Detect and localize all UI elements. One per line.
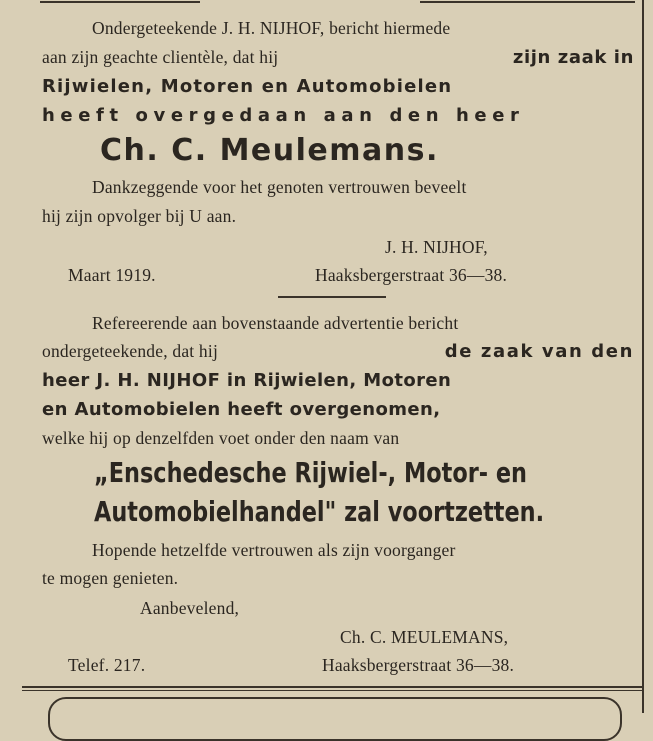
address: Haaksbergerstraat 36—38. <box>322 655 515 675</box>
closing: Aanbevelend, <box>140 598 240 618</box>
text-line: te mogen genieten. <box>42 568 179 588</box>
text-line <box>42 341 634 362</box>
column-border <box>642 0 644 713</box>
signature: J. H. NIJHOF, <box>385 237 488 257</box>
text-line <box>42 47 634 68</box>
bold-text: zijn zaak in <box>512 47 634 68</box>
text-line: hij zijn opvolger bij U aan. <box>42 206 237 226</box>
address: Haaksbergerstraat 36—38. <box>315 265 508 285</box>
text-line: Refereerende aan bovenstaande advertentie bericht <box>92 313 459 333</box>
bold-text: en Automobielen heeft overgenomen, <box>42 399 441 420</box>
bottom-rule-thin <box>22 690 642 691</box>
text-segment: ondergeteekende, dat hij <box>42 341 219 361</box>
bold-text: heer J. H. NIJHOF in Rijwielen, Motoren <box>42 370 452 391</box>
date: Maart 1919. <box>68 265 156 285</box>
bold-text: de zaak van den <box>444 341 634 362</box>
text-line: welke hij op denzelfden voet onder den naam van <box>42 428 400 448</box>
text-line: Hopende hetzelfde vertrouwen als zijn voorganger <box>92 540 456 560</box>
text-segment: aan zijn geachte clientèle, dat hij <box>42 47 279 67</box>
top-rule <box>40 1 200 3</box>
text-line: Ondergeteekende J. H. NIJHOF, bericht hiermede <box>92 18 451 38</box>
text-line: Dankzeggende voor het genoten vertrouwen beveelt <box>92 177 467 197</box>
bold-text: heeft overgedaan aan den heer <box>42 105 525 126</box>
firm-name-line1: „Enschedesche Rijwiel-, Motor- en <box>94 456 528 489</box>
next-ad-frame <box>48 697 622 741</box>
top-rule-right <box>420 1 635 3</box>
bold-text: Rijwielen, Motoren en Automobielen <box>42 76 453 97</box>
separator-rule <box>278 296 386 298</box>
signature: Ch. C. MEULEMANS, <box>340 627 509 647</box>
successor-name: Ch. C. Meulemans. <box>100 133 439 168</box>
firm-name-line2: Automobielhandel" zal voortzetten. <box>94 495 545 528</box>
bottom-rule <box>22 686 642 688</box>
phone: Telef. 217. <box>68 655 146 675</box>
